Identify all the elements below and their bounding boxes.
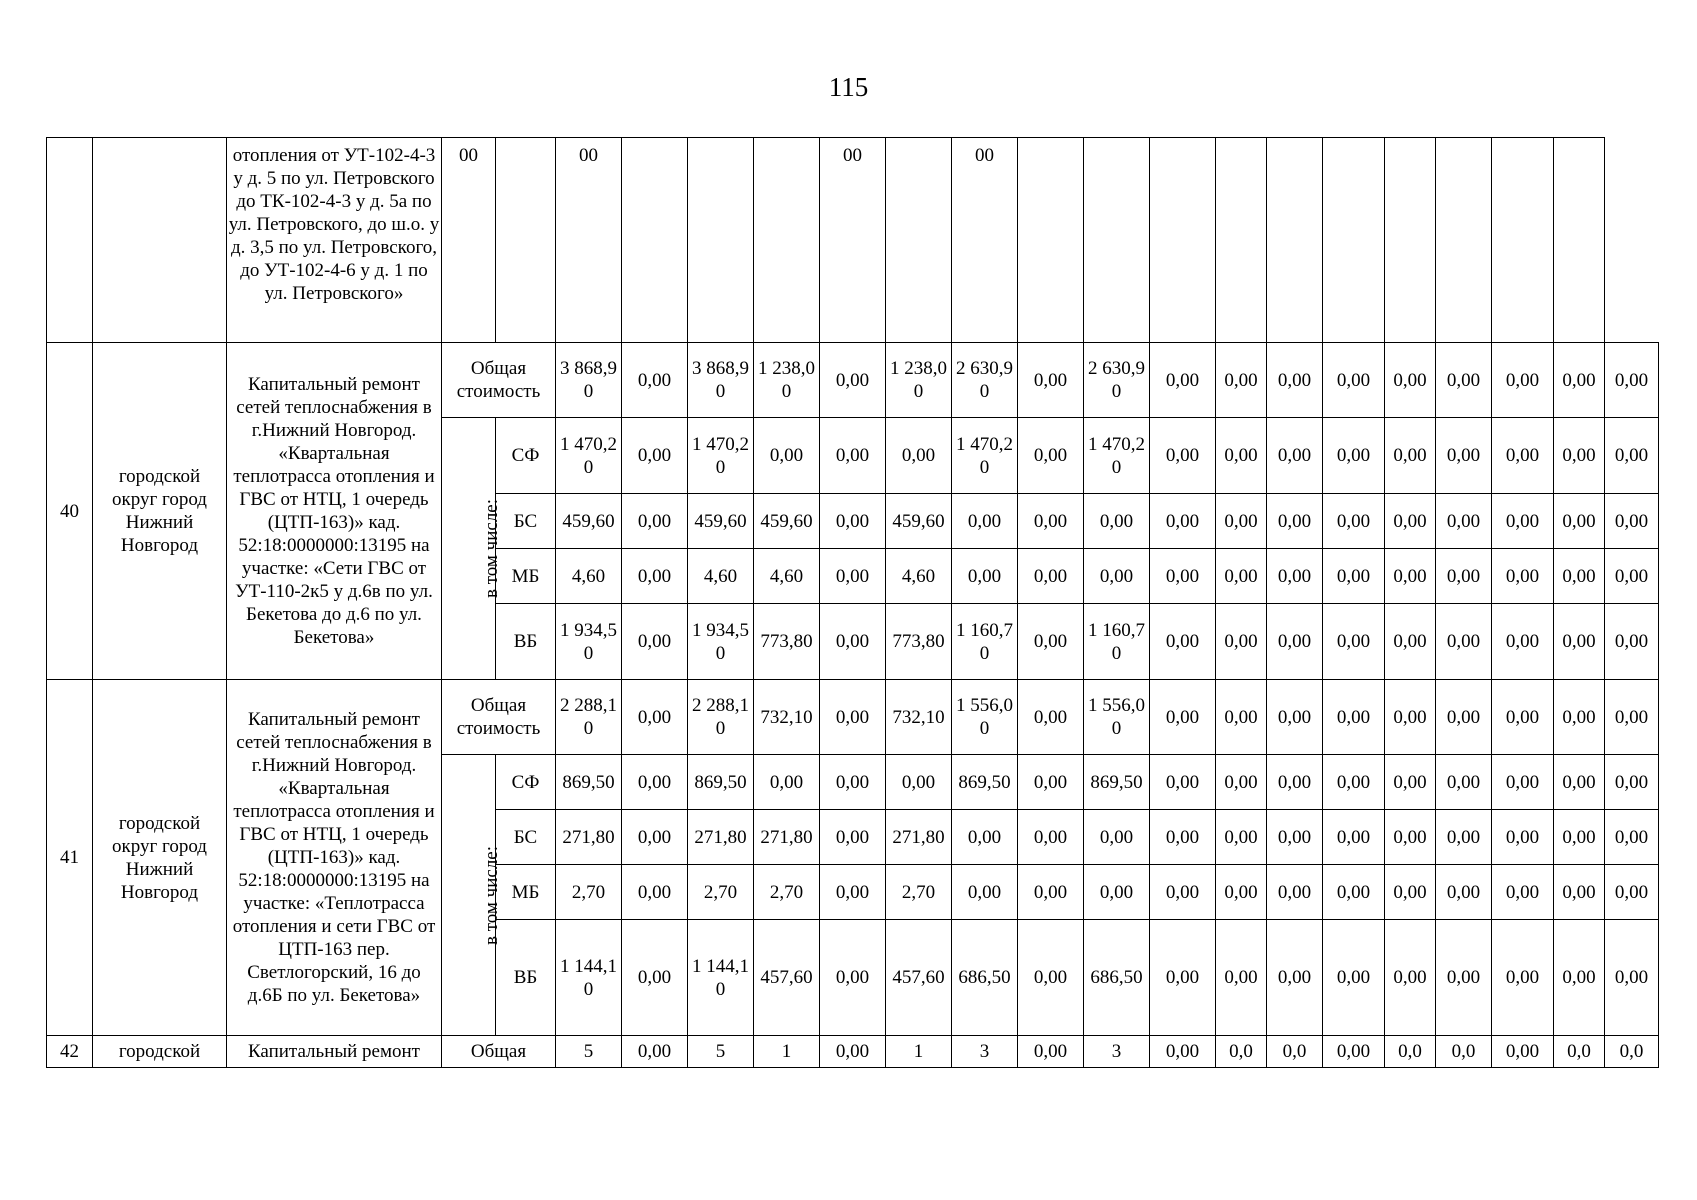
value-cell: 0,00 [1216,865,1267,920]
value-cell: 869,50 [1084,755,1150,810]
value-cell: 0,00 [1084,494,1150,549]
value-cell: 0,00 [754,755,820,810]
value-cell: 3 [1084,1036,1150,1068]
value-cell: 0,00 [1554,418,1605,494]
value-cell: 0,00 [1385,604,1436,680]
value-cell [622,138,688,343]
value-cell: 0,0 [1436,1036,1492,1068]
value-cell: 0,00 [1084,865,1150,920]
value-cell: 0,00 [820,920,886,1036]
value-cell: 1 144,10 [688,920,754,1036]
value-cell: 0,00 [1554,920,1605,1036]
description-cell: Капитальный ремонт сетей теплоснабжения в г.Нижний Новгород. «Квартальная теплотрасса отопления и ГВС от НТЦ, 1 очередь (ЦТП-163)» кад. 52:18:0000000:13195 на участке: «Сети ГВС от УТ-110-2к5 у д.6в по ул. Бекетова до д.6 по ул. Бекетова» [227,343,442,680]
value-cell: 0,00 [1385,343,1436,418]
funding-source-label: МБ [496,865,556,920]
value-cell: 0,0 [1267,1036,1323,1068]
value-cell: 0,00 [1150,865,1216,920]
value-cell: 0,00 [1554,604,1605,680]
value-cell: 0,00 [1323,343,1385,418]
value-cell: 0,00 [1385,680,1436,755]
value-cell: 0,00 [1323,1036,1385,1068]
value-cell: 457,60 [886,920,952,1036]
value-cell: 1 160,70 [1084,604,1150,680]
value-cell: 0,00 [622,549,688,604]
value-cell: 0,00 [1492,865,1554,920]
value-cell: 0,00 [1267,343,1323,418]
value-cell: 0,00 [622,680,688,755]
value-cell: 0,00 [1150,680,1216,755]
value-cell: 0,00 [622,755,688,810]
value-cell: 1 238,00 [754,343,820,418]
description-cell: отопления от УТ-102-4-3 у д. 5 по ул. Петровского до ТК-102-4-3 у д. 5а по ул. Петровского, до ш.о. у д. 3,5 по ул. Петровского, до УТ-102-4-6 у д. 1 по ул. Петровского» [227,138,442,343]
value-cell: 2 630,90 [952,343,1018,418]
value-cell: 0,00 [820,604,886,680]
value-cell: 0,00 [1267,865,1323,920]
value-cell: 1 470,20 [688,418,754,494]
value-cell: 0,00 [1267,755,1323,810]
value-cell: 0,00 [1150,1036,1216,1068]
value-cell: 0,00 [1436,755,1492,810]
value-cell [1385,138,1436,343]
breakdown-label: в том числе: [481,845,503,945]
value-cell: 0,00 [1436,494,1492,549]
value-cell [1323,138,1385,343]
value-cell: 0,00 [622,604,688,680]
value-cell: 0,00 [1554,810,1605,865]
value-cell: 457,60 [754,920,820,1036]
value-cell: 0,00 [820,680,886,755]
value-cell: 0,00 [1267,418,1323,494]
value-cell: 0,00 [1216,494,1267,549]
value-cell: 271,80 [754,810,820,865]
value-cell: 732,10 [886,680,952,755]
value-cell: 0,00 [622,920,688,1036]
value-cell: 271,80 [688,810,754,865]
value-cell: 0,00 [1436,343,1492,418]
value-cell: 0,00 [952,810,1018,865]
value-cell [1216,138,1267,343]
value-cell: 0,00 [1150,494,1216,549]
value-cell: 0,00 [820,418,886,494]
value-cell: 0,00 [1216,343,1267,418]
value-cell: 2 288,10 [556,680,622,755]
value-cell: 869,50 [952,755,1018,810]
value-cell: 2 288,10 [688,680,754,755]
value-cell: 0,00 [1554,680,1605,755]
funding-source-label: БС [496,494,556,549]
value-cell: 0,00 [1018,680,1084,755]
value-cell: 0,00 [1084,549,1150,604]
value-cell: 0,00 [1018,604,1084,680]
value-cell: 459,60 [886,494,952,549]
value-cell: 0,00 [1436,680,1492,755]
value-cell: 0,00 [1605,920,1659,1036]
funding-source-label: СФ [496,755,556,810]
value-cell: 0,00 [1323,920,1385,1036]
value-cell: 2,70 [556,865,622,920]
funding-source-label: БС [496,810,556,865]
value-cell [1150,138,1216,343]
value-cell: 686,50 [1084,920,1150,1036]
value-cell: 459,60 [556,494,622,549]
value-cell: 1 934,50 [556,604,622,680]
value-cell: 0,00 [1605,680,1659,755]
budget-table [46,137,1659,1068]
value-cell: 0,00 [1436,418,1492,494]
row-number-cell: 41 [47,680,93,1036]
value-cell: 1 470,20 [1084,418,1150,494]
district-cell: городской [93,1036,227,1068]
value-cell: 0,00 [1323,418,1385,494]
breakdown-label-cell [442,755,503,1036]
value-cell: 271,80 [556,810,622,865]
value-cell: 0,00 [1323,680,1385,755]
value-cell: 0,00 [1492,494,1554,549]
value-cell: 1 144,10 [556,920,622,1036]
value-cell: 0,00 [1267,549,1323,604]
table-row [47,138,1659,343]
value-cell: 0,00 [1150,755,1216,810]
value-cell: 0,00 [1150,343,1216,418]
value-cell [886,138,952,343]
value-cell: 0,00 [1492,604,1554,680]
value-cell: 0,00 [1492,418,1554,494]
value-cell: 0,00 [1605,865,1659,920]
value-cell: 0,00 [1436,810,1492,865]
value-cell: 0,00 [1018,549,1084,604]
value-cell: 0,00 [1492,920,1554,1036]
value-cell: 0,00 [952,494,1018,549]
value-cell: 686,50 [952,920,1018,1036]
value-cell: 0,00 [1605,418,1659,494]
value-cell: 0,00 [952,549,1018,604]
value-cell: 0,00 [1018,755,1084,810]
description-cell: Капитальный ремонт сетей теплоснабжения в г.Нижний Новгород. «Квартальная теплотрасса отопления и ГВС от НТЦ, 1 очередь (ЦТП-163)» кад. 52:18:0000000:13195 на участке: «Теплотрасса отопления и сети ГВС от ЦТП-163 пер. Светлогорский, 16 до д.6Б по ул. Бекетова» [227,680,442,1036]
value-cell: 0,00 [1492,1036,1554,1068]
value-cell: 0,00 [820,755,886,810]
value-cell: 0,00 [622,865,688,920]
value-cell: 3 868,90 [688,343,754,418]
value-cell: 0,00 [1554,494,1605,549]
value-cell: 0,00 [1267,680,1323,755]
value-cell: 0,00 [820,549,886,604]
value-cell: 0,00 [1605,755,1659,810]
value-cell: 0,00 [820,494,886,549]
district-cell [93,138,227,343]
value-cell: 3 868,90 [556,343,622,418]
value-cell: 3 [952,1036,1018,1068]
value-cell: 4,60 [688,549,754,604]
value-cell: 0,00 [1267,604,1323,680]
value-cell: 0,00 [1216,680,1267,755]
value-cell: 1 556,00 [952,680,1018,755]
value-cell: 0,00 [1216,418,1267,494]
funding-source-label: ВБ [496,604,556,680]
total-cost-label: Общая [442,1036,556,1068]
value-cell: 0,00 [622,343,688,418]
value-cell: 1 [886,1036,952,1068]
value-cell: 869,50 [556,755,622,810]
value-cell: 1 934,50 [688,604,754,680]
value-cell: 0,00 [1554,755,1605,810]
value-cell: 0,00 [820,1036,886,1068]
value-cell: 0,00 [1018,343,1084,418]
value-cell: 0,00 [1018,418,1084,494]
description-cell: Капитальный ремонт [227,1036,442,1068]
value-cell: 0,00 [1150,810,1216,865]
value-cell: 0,00 [820,865,886,920]
total-cost-label: Общая стоимость [442,343,556,418]
funding-source-label: МБ [496,549,556,604]
value-cell: 0,00 [1436,549,1492,604]
value-cell: 0,00 [1385,755,1436,810]
value-cell: 1 556,00 [1084,680,1150,755]
value-cell: 1 470,20 [556,418,622,494]
value-cell: 773,80 [754,604,820,680]
value-cell: 0,00 [1492,810,1554,865]
value-cell: 0,00 [886,755,952,810]
value-cell: 0,0 [1385,1036,1436,1068]
value-cell: 0,00 [1018,1036,1084,1068]
value-cell: 4,60 [754,549,820,604]
value-cell: 0,00 [1216,920,1267,1036]
value-cell [754,138,820,343]
value-cell: 0,00 [1323,865,1385,920]
value-cell: 2,70 [688,865,754,920]
value-cell: 0,00 [886,418,952,494]
value-cell: 00 [442,138,496,343]
value-cell [496,138,556,343]
total-cost-label: Общая стоимость [442,680,556,755]
value-cell: 0,00 [1267,494,1323,549]
page-number: 115 [828,72,869,102]
value-cell: 0,00 [1267,920,1323,1036]
value-cell: 0,00 [1436,604,1492,680]
value-cell: 0,00 [1267,810,1323,865]
value-cell: 0,00 [622,418,688,494]
value-cell: 0,00 [1018,494,1084,549]
value-cell [1267,138,1323,343]
value-cell: 0,00 [1018,810,1084,865]
value-cell: 00 [556,138,622,343]
value-cell: 0,00 [1605,549,1659,604]
value-cell: 0,00 [1323,810,1385,865]
district-cell: городской округ город Нижний Новгород [93,680,227,1036]
value-cell: 00 [820,138,886,343]
value-cell: 1 470,20 [952,418,1018,494]
value-cell: 0,00 [1554,865,1605,920]
value-cell: 0,00 [1554,549,1605,604]
breakdown-label-cell [442,418,503,680]
value-cell: 0,00 [1084,810,1150,865]
value-cell: 0,00 [1436,865,1492,920]
value-cell: 0,00 [1605,343,1659,418]
district-cell: городской округ город Нижний Новгород [93,343,227,680]
table-row [47,1036,1659,1068]
row-number-cell [47,138,93,343]
value-cell: 459,60 [688,494,754,549]
value-cell: 0,00 [1323,604,1385,680]
value-cell: 2 630,90 [1084,343,1150,418]
value-cell: 0,00 [622,810,688,865]
value-cell: 0,00 [754,418,820,494]
value-cell: 0,00 [1492,755,1554,810]
value-cell: 0,00 [1323,494,1385,549]
value-cell [1084,138,1150,343]
value-cell: 459,60 [754,494,820,549]
value-cell: 0,00 [1385,810,1436,865]
value-cell: 0,00 [1605,494,1659,549]
value-cell: 0,00 [1605,604,1659,680]
value-cell: 0,00 [1385,418,1436,494]
breakdown-label: в том числе: [481,498,503,599]
value-cell: 0,00 [1385,494,1436,549]
value-cell: 0,00 [1323,755,1385,810]
row-number-cell: 42 [47,1036,93,1068]
value-cell: 0,00 [1150,920,1216,1036]
value-cell: 5 [556,1036,622,1068]
value-cell: 0,00 [1216,810,1267,865]
value-cell: 0,00 [1385,920,1436,1036]
value-cell: 0,00 [820,343,886,418]
value-cell: 0,00 [1150,604,1216,680]
value-cell: 0,00 [1436,920,1492,1036]
value-cell: 00 [952,138,1018,343]
value-cell: 0,00 [1605,810,1659,865]
table-row [47,680,1659,755]
value-cell: 1 [754,1036,820,1068]
value-cell [1436,138,1492,343]
value-cell: 732,10 [754,680,820,755]
value-cell: 0,00 [622,494,688,549]
value-cell: 0,00 [1216,549,1267,604]
value-cell: 0,00 [1150,418,1216,494]
value-cell: 0,00 [1385,549,1436,604]
value-cell: 0,0 [1605,1036,1659,1068]
value-cell: 773,80 [886,604,952,680]
table-row [47,343,1659,418]
value-cell: 0,00 [1216,604,1267,680]
value-cell: 0,00 [1492,343,1554,418]
value-cell: 5 [688,1036,754,1068]
value-cell: 4,60 [886,549,952,604]
value-cell [1554,138,1605,343]
value-cell: 0,00 [1150,549,1216,604]
value-cell: 2,70 [886,865,952,920]
funding-source-label: СФ [496,418,556,494]
value-cell: 0,00 [1385,865,1436,920]
value-cell: 0,00 [1492,680,1554,755]
value-cell: 0,00 [1492,549,1554,604]
funding-source-label: ВБ [496,920,556,1036]
value-cell: 1 160,70 [952,604,1018,680]
value-cell: 1 238,00 [886,343,952,418]
value-cell: 4,60 [556,549,622,604]
value-cell: 0,00 [1018,865,1084,920]
value-cell: 0,00 [952,865,1018,920]
value-cell: 0,00 [1216,755,1267,810]
value-cell: 0,0 [1216,1036,1267,1068]
row-number-cell: 40 [47,343,93,680]
value-cell [688,138,754,343]
value-cell: 0,00 [820,810,886,865]
value-cell: 2,70 [754,865,820,920]
value-cell: 0,00 [622,1036,688,1068]
value-cell: 0,0 [1554,1036,1605,1068]
value-cell: 0,00 [1554,343,1605,418]
value-cell: 0,00 [1018,920,1084,1036]
value-cell: 869,50 [688,755,754,810]
value-cell [1492,138,1554,343]
value-cell: 271,80 [886,810,952,865]
value-cell: 0,00 [1323,549,1385,604]
value-cell [1018,138,1084,343]
